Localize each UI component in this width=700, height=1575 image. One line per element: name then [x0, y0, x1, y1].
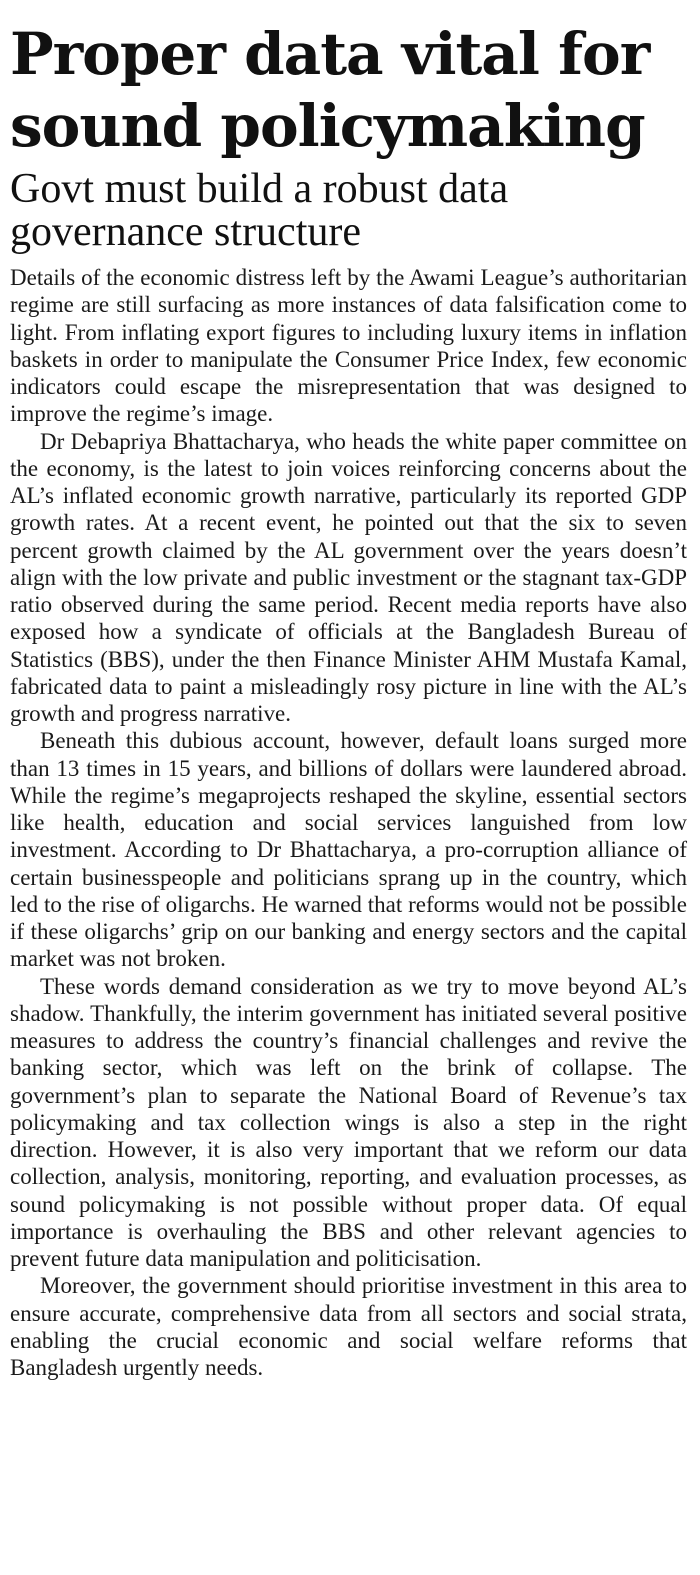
paragraph: Moreover, the government should prioritise investment in this area to ensure accurate, comprehensive data from all sectors and social strata, enabling the crucial economic and social welfare reforms that Bangladesh urgently needs.	[10, 1273, 687, 1380]
subheadline: Govt must build a robust data governance structure	[10, 166, 509, 255]
article-body	[10, 264, 687, 1381]
paragraph: Details of the economic distress left by the Awami League’s authoritarian regime are still surfacing as more instances of data falsification come to light. From inflating export figures to including luxury items in inflation baskets in order to manipulate the Consumer Price Index, few economic indicators could escape the misrepresentation that was designed to improve the regime’s image.	[10, 265, 687, 427]
headline: Proper data vital for sound policymaking	[10, 20, 650, 160]
paragraph: These words demand consideration as we try to move beyond AL’s shadow. Thankfully, the interim government has initiated several positive measures to address the country’s financial challenges and revive the banking sector, which was left on the brink of collapse. The government’s plan to separate the National Board of Revenue’s tax policymaking and tax collection wings is also a step in the right direction. However, it is also very important that we reform our data collection, analysis, monitoring, reporting, and evaluation processes, as sound policymaking is not possible without proper data. Of equal importance is overhauling the BBS and other relevant agencies to prevent future data manipulation and politicisation.	[10, 973, 687, 1271]
editorial-article	[10, 18, 687, 1381]
paragraph: Dr Debapriya Bhattacharya, who heads the white paper committee on the economy, is the latest to join voices reinforcing concerns about the AL’s inflated economic growth narrative, particularly its reported GDP growth rates. At a recent event, he pointed out that the six to seven percent growth claimed by the AL government over the years doesn’t align with the low private and public investment or the stagnant tax-GDP ratio observed during the same period. Recent media reports have also exposed how a syndicate of officials at the Bangladesh Bureau of Statistics (BBS), under the then Finance Minister AHM Mustafa Kamal, fabricated data to paint a misleadingly rosy picture in line with the AL’s growth and progress narrative.	[10, 428, 687, 726]
paragraph: Beneath this dubious account, however, default loans surged more than 13 times in 15 years, and billions of dollars were laundered abroad. While the regime’s megaprojects reshaped the skyline, essential sectors like health, education and social services languished from low investment. According to Dr Bhattacharya, a pro-corruption alliance of certain businesspeople and politicians sprang up in the country, which led to the rise of oligarchs. He warned that reforms would not be possible if these oligarchs’ grip on our banking and energy sectors and the capital market was not broken.	[10, 728, 687, 972]
